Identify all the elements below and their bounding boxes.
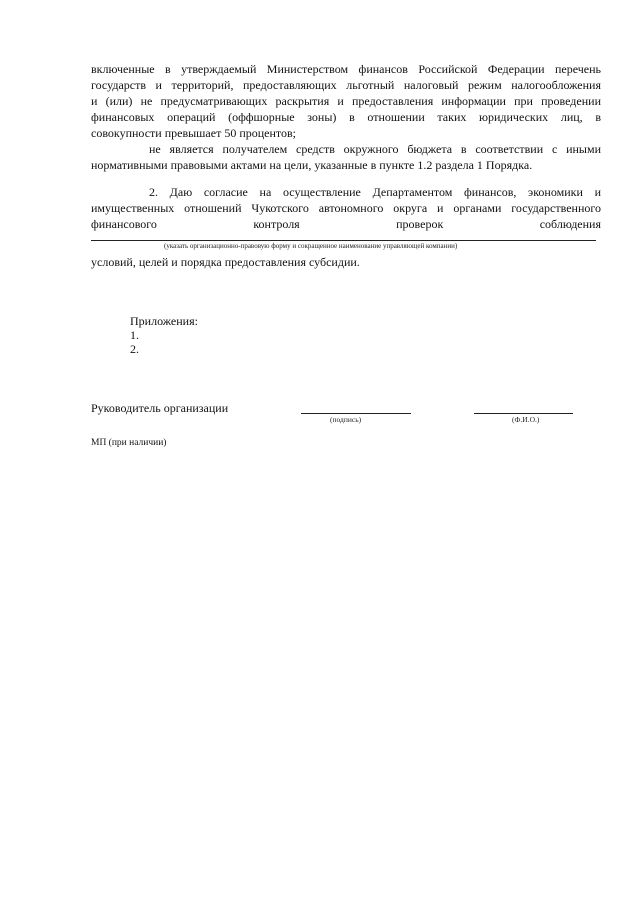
paragraph-3-ending: условий, целей и порядка предоставления субсидии. xyxy=(91,255,360,269)
paragraph-3-line-2: имущественных отношений Чукотского автономного округа и органами государственного xyxy=(91,201,601,215)
paragraph-2-line-2: нормативными правовыми актами на цели, указанные в пункте 1.2 раздела 1 Порядка. xyxy=(91,158,533,172)
signatory-role: Руководитель организации xyxy=(91,401,229,415)
attachment-item-2: 2. xyxy=(130,342,139,356)
paragraph-2-line-1: не является получателем средств окружного бюджета в соответствии с иными xyxy=(149,142,601,156)
signature-line[interactable] xyxy=(301,413,411,414)
organization-name-line[interactable] xyxy=(91,240,596,241)
attachment-item-1: 1. xyxy=(130,328,139,342)
paragraph-1-line-1: включенные в утверждаемый Министерством финансов Российской Федерации перечень xyxy=(91,62,601,76)
organization-name-hint: (указать организационно-правовую форму и сокращенное наименование управляющей компании) xyxy=(164,242,458,250)
paragraph-3-line-1: 2. Даю согласие на осуществление Департаментом финансов, экономики и xyxy=(149,185,601,199)
paragraph-1-line-2: государств и территорий, предоставляющих льготный налоговый режим налогообложения xyxy=(91,78,601,92)
paragraph-3-line-3: финансового контроля проверок соблюдения xyxy=(91,217,601,231)
paragraph-1-line-5: совокупности превышает 50 процентов; xyxy=(91,126,296,140)
stamp-place-label: МП (при наличии) xyxy=(91,438,167,448)
attachments-title: Приложения: xyxy=(130,314,198,328)
full-name-line[interactable] xyxy=(474,413,573,414)
signature-hint: (подпись) xyxy=(330,415,362,424)
paragraph-1-line-3: и (или) не предусматривающих раскрытия и предоставления информации при проведении xyxy=(91,94,601,108)
full-name-hint: (Ф.И.О.) xyxy=(512,415,540,424)
paragraph-1-line-4: финансовых операций (оффшорные зоны) в отношении таких юридических лиц, в xyxy=(91,110,601,124)
